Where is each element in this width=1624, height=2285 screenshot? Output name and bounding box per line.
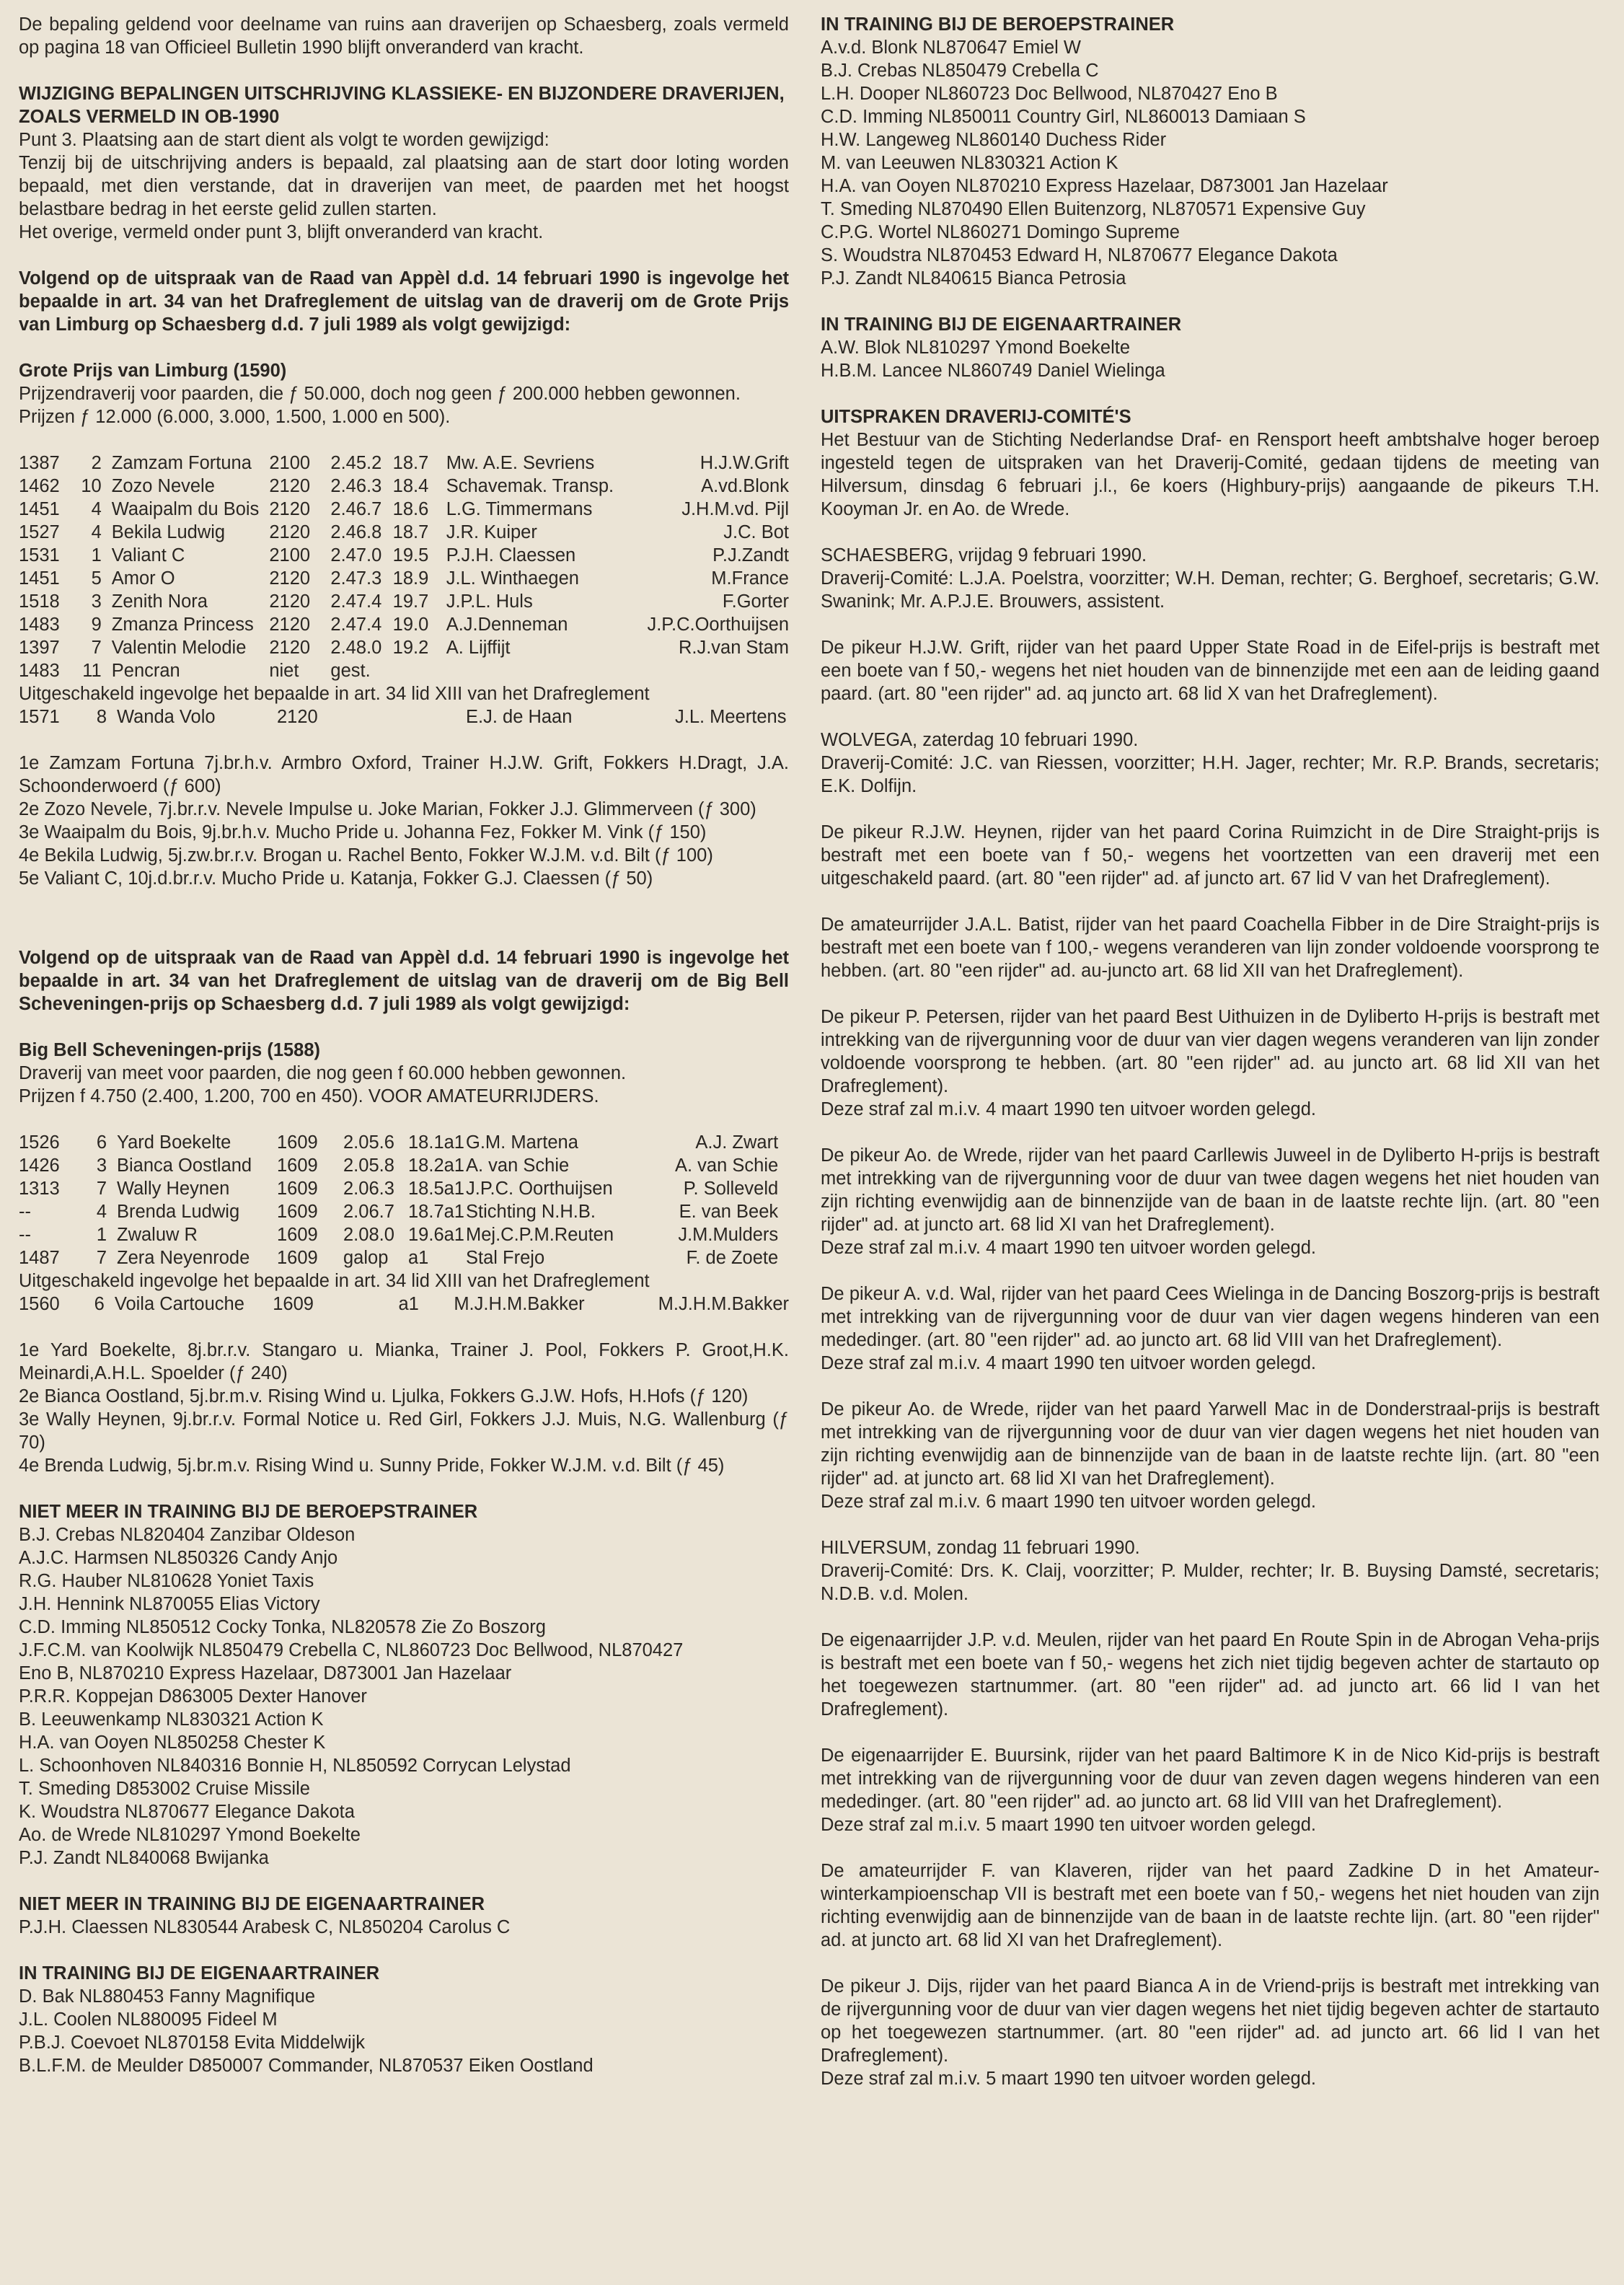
result-cell: J.C. Bot	[723, 522, 789, 542]
results-table-bigbell	[19, 1131, 778, 1269]
result-cell: Waaipalm du Bois	[111, 499, 260, 519]
result-cell: E.J. de Haan	[466, 707, 573, 727]
ruling-paragraph: De pikeur H.J.W. Grift, rijder van het paard Upper State Road in de Eifel-prijs is bestraft met een boete van f 50,- wegens het niet houden van de binnenzijde met een aan de leiding gaand paard. (art. 80 "een rijder" ad. aq juncto art. 68 lid X van het Drafreglement).	[821, 638, 1599, 704]
result-cell: Yard Boekelte	[117, 1132, 231, 1153]
result-cell: 1451	[19, 499, 60, 519]
result-row	[19, 613, 789, 636]
result-cell: 1487	[19, 1248, 60, 1268]
result-cell: Stal Frejo	[466, 1248, 545, 1268]
meeting-comite: Draverij-Comité: L.J.A. Poelstra, voorzitter; W.H. Deman, rechter; G. Berghoef, secretaris; G.W. Swanink; Mr. A.P.J.E. Brouwers, assistent.	[821, 568, 1599, 612]
list-item: H.A. van Ooyen NL850258 Chester K	[19, 1733, 326, 1753]
list-item: C.D. Imming NL850512 Cocky Tonka, NL820578 Zie Zo Boszorg	[19, 1617, 546, 1637]
section-heading: NIET MEER IN TRAINING BIJ DE EIGENAARTRAINER	[19, 1894, 485, 1914]
placing-entry: 4e Bekila Ludwig, 5j.zw.br.r.v. Brogan u. Rachel Bento, Fokker W.J.M. v.d. Bilt (ƒ 100)	[19, 845, 713, 866]
result-cell: 9	[91, 615, 102, 635]
result-cell: 2120	[269, 476, 311, 496]
result-cell: 7	[96, 1179, 107, 1199]
result-cell: 1526	[19, 1132, 60, 1153]
result-cell: Stichting N.H.B.	[466, 1202, 596, 1222]
result-cell: 1462	[19, 476, 60, 496]
result-cell: 1	[91, 545, 102, 565]
ruling-paragraph: De eigenaarrijder E. Buursink, rijder van het paard Baltimore K in de Nico Kid-prijs is bestraft met intrekking van de rijvergunning voor de duur van zeven dagen wegens hinderen van een mededinger. (art. 80 "een rijder" ad. ao juncto art. 68 lid VIII van het Drafreglement). Deze straf zal m.i.v. 5 maart 1990 ten uitvoer worden gelegd.	[821, 1745, 1599, 1835]
list-item: B. Leeuwenkamp NL830321 Action K	[19, 1709, 324, 1730]
result-cell: 4	[91, 522, 102, 542]
placing-entry: 4e Brenda Ludwig, 5j.br.m.v. Rising Wind u. Sunny Pride, Fokker W.J.M. v.d. Bilt (ƒ 45)	[19, 1456, 725, 1476]
result-cell: 2120	[269, 638, 311, 658]
trainer-list	[821, 36, 1599, 290]
result-cell: A.J. Zwart	[695, 1132, 779, 1153]
result-row	[19, 567, 789, 590]
list-item: P.R.R. Koppejan D863005 Dexter Hanover	[19, 1686, 367, 1707]
result-cell: 18.4	[392, 476, 429, 496]
result-row	[19, 1131, 778, 1154]
niet-eigenaar-section	[19, 1893, 789, 1939]
result-cell: 18.7	[392, 453, 429, 473]
result-cell: Voila Cartouche	[114, 1294, 244, 1314]
section-heading: NIET MEER IN TRAINING BIJ DE BEROEPSTRAINER	[19, 1502, 478, 1522]
result-cell: 1527	[19, 522, 60, 542]
placings-bigbell	[19, 1339, 789, 1477]
result-row	[19, 1177, 778, 1200]
result-cell: 2.08.0	[343, 1225, 394, 1245]
appeal-notice-bigbell: Volgend op de uitspraak van de Raad van Appèl d.d. 14 februari 1990 is ingevolge het bepaalde in art. 34 van het Drafreglement de uitslag van de draverij om de Big Bell Scheveningen-prijs op Schaesberg d.d. 7 juli 1989 als volgt gewijzigd:	[19, 948, 789, 1014]
rulings-list	[821, 636, 1599, 705]
result-cell: 1451	[19, 568, 60, 589]
wijziging-line: Het overige, vermeld onder punt 3, blijft onveranderd van kracht.	[19, 222, 544, 242]
result-cell: Zozo Nevele	[111, 476, 215, 496]
result-cell: M.France	[711, 568, 789, 589]
list-item: P.J.H. Claessen NL830544 Arabesk C, NL850204 Carolus C	[19, 1917, 511, 1937]
in-beroeps-section	[821, 13, 1599, 290]
result-cell: J.P.C. Oorthuijsen	[466, 1179, 613, 1199]
result-cell: J.P.C.Oorthuijsen	[647, 615, 789, 635]
result-cell: 2.06.3	[343, 1179, 394, 1199]
list-item: J.H. Hennink NL870055 Elias Victory	[19, 1594, 320, 1614]
result-cell: Amor O	[111, 568, 175, 589]
ruling-paragraph: De pikeur J. Dijs, rijder van het paard Bianca A in de Vriend-prijs is bestraft met intrekking van de rijvergunning voor de duur van vier dagen wegens het niet tijdig begeven achter de startauto op het toegewezen startnummer. (art. 80 "een rijder" ad. ad juncto art. 66 lid I van het Drafreglement). Deze straf zal m.i.v. 5 maart 1990 ten uitvoer worden gelegd.	[821, 1976, 1599, 2089]
result-cell: H.J.W.Grift	[700, 453, 789, 473]
list-item: L.H. Dooper NL860723 Doc Bellwood, NL870427 Eno B	[821, 84, 1278, 104]
result-cell: 2.47.4	[330, 615, 382, 635]
result-cell: Zmanza Princess	[111, 615, 254, 635]
in-eigenaar-section-right	[821, 313, 1599, 382]
niet-beroeps-section	[19, 1500, 789, 1870]
result-cell: Wally Heynen	[117, 1179, 230, 1199]
list-item: P.J. Zandt NL840615 Bianca Petrosia	[821, 268, 1126, 289]
wijziging-section	[19, 82, 789, 244]
result-cell: Brenda Ludwig	[117, 1202, 240, 1222]
result-row	[19, 544, 789, 567]
result-cell: Bekila Ludwig	[111, 522, 226, 542]
result-row	[19, 498, 789, 521]
list-item: T. Smeding NL870490 Ellen Buitenzorg, NL870571 Expensive Guy	[821, 199, 1366, 219]
result-cell: 2100	[269, 453, 311, 473]
result-cell: 1397	[19, 638, 60, 658]
result-row	[19, 1223, 778, 1246]
result-row	[19, 636, 789, 659]
result-cell: Valentin Melodie	[111, 638, 247, 658]
placing-entry: 1e Yard Boekelte, 8j.br.r.v. Stangaro u. Mianka, Trainer J. Pool, Fokkers P. Groot,H.K. Meinardi,A.H.L. Spoelder (ƒ 240)	[19, 1340, 789, 1383]
placing-entry: 3e Waaipalm du Bois, 9j.br.h.v. Mucho Pride u. Johanna Fez, Fokker M. Vink (ƒ 150)	[19, 822, 707, 842]
result-cell: 18.2a1	[408, 1155, 464, 1176]
list-item: H.A. van Ooyen NL870210 Express Hazelaar, D873001 Jan Hazelaar	[821, 176, 1388, 196]
placing-entry: 1e Zamzam Fortuna 7j.br.h.v. Armbro Oxford, Trainer H.J.W. Grift, Fokkers H.Dragt, J.A. Schoonderwoerd (ƒ 600)	[19, 753, 789, 796]
excluded-row	[19, 705, 786, 728]
result-cell: Schavemak. Transp.	[446, 476, 614, 496]
result-cell: A.J.Denneman	[446, 615, 568, 635]
result-cell: 2.05.6	[343, 1132, 394, 1153]
result-cell: 1313	[19, 1179, 60, 1199]
section-heading: IN TRAINING BIJ DE BEROEPSTRAINER	[821, 14, 1175, 35]
excluded-note-limburg: Uitgeschakeld ingevolge het bepaalde in art. 34 lid XIII van het Drafreglement	[19, 684, 650, 704]
result-cell	[647, 659, 789, 682]
wijziging-line: Punt 3. Plaatsing aan de start dient als volgt te worden gewijzigd:	[19, 130, 550, 150]
result-cell: 8	[96, 707, 107, 727]
list-item: D. Bak NL880453 Fanny Magnifique	[19, 1986, 316, 2007]
result-cell: R.J.van Stam	[678, 638, 789, 658]
result-cell: --	[19, 1202, 31, 1222]
result-cell: Zera Neyenrode	[117, 1248, 250, 1268]
result-cell: 2.45.2	[330, 453, 382, 473]
list-item: T. Smeding D853002 Cruise Missile	[19, 1779, 310, 1799]
result-cell: 2.46.8	[330, 522, 382, 542]
excluded-row	[19, 1293, 789, 1316]
result-cell: Zwaluw R	[117, 1225, 198, 1245]
result-cell: 2120	[269, 522, 311, 542]
result-cell: M.J.H.M.Bakker	[454, 1294, 585, 1314]
list-item: J.F.C.M. van Koolwijk NL850479 Crebella C, NL860723 Doc Bellwood, NL870427	[19, 1640, 684, 1660]
result-row	[19, 590, 789, 613]
uitspraken-section	[821, 405, 1599, 521]
list-item: Eno B, NL870210 Express Hazelaar, D873001 Jan Hazelaar	[19, 1663, 512, 1683]
result-cell: 1531	[19, 545, 60, 565]
result-cell: F. de Zoete	[686, 1248, 779, 1268]
result-cell: 2120	[269, 568, 311, 589]
result-cell: 2.47.4	[330, 591, 382, 612]
race-title-bigbell: Big Bell Scheveningen-prijs (1588)	[19, 1040, 321, 1060]
list-item: A.W. Blok NL810297 Ymond Boekelte	[821, 338, 1131, 358]
wijziging-heading: WIJZIGING BEPALINGEN UITSCHRIJVING KLASSIEKE- EN BIJZONDERE DRAVERIJEN, ZOALS VERMELD IN OB-1990	[19, 84, 785, 127]
meeting-title: HILVERSUM, zondag 11 februari 1990.	[821, 1538, 1140, 1558]
appeal-notice-limburg: Volgend op de uitspraak van de Raad van Appèl d.d. 14 februari 1990 is ingevolge het bepaalde in art. 34 van het Drafreglement de uitslag van de draverij om de Grote Prijs van Limburg op Schaesberg d.d. 7 juli 1989 als volgt gewijzigd:	[19, 268, 789, 335]
result-cell: 1483	[19, 661, 60, 681]
trainer-list	[821, 336, 1599, 382]
result-cell: 1609	[277, 1132, 318, 1153]
list-item: K. Woudstra NL870677 Elegance Dakota	[19, 1802, 355, 1822]
result-cell: 2120	[269, 615, 311, 635]
result-cell: Zamzam Fortuna	[111, 453, 252, 473]
list-item: Ao. de Wrede NL810297 Ymond Boekelte	[19, 1825, 361, 1845]
result-cell: 2.47.3	[330, 568, 382, 589]
ruling-paragraph: De pikeur Ao. de Wrede, rijder van het paard Carllewis Juweel in de Dyliberto H-prijs is bestraft met intrekking van de rijvergunning voor de duur van twee dagen wegens het niet houden van zijn richting evenwijdig aan de binnenzijde van de baan in de laatste rechte lijn. (art. 80 "een rijder" ad. at juncto art. 68 lid XI van het Drafreglement). Deze straf zal m.i.v. 4 maart 1990 ten uitvoer worden gelegd.	[821, 1145, 1599, 1258]
list-item: M. van Leeuwen NL830321 Action K	[821, 153, 1118, 173]
result-row	[19, 1246, 778, 1269]
result-cell: 2.46.7	[330, 499, 382, 519]
race-prizes-bigbell: Prijzen f 4.750 (2.400, 1.200, 700 en 450). VOOR AMATEURRIJDERS.	[19, 1086, 599, 1106]
rulings-list	[821, 821, 1599, 1513]
result-cell: M.J.H.M.Bakker	[658, 1294, 789, 1314]
result-cell: 3	[91, 591, 102, 612]
meeting-title: SCHAESBERG, vrijdag 9 februari 1990.	[821, 545, 1147, 565]
result-cell: 19.6a1	[408, 1225, 464, 1245]
result-cell	[393, 659, 446, 682]
section-heading: UITSPRAKEN DRAVERIJ-COMITÉ'S	[821, 407, 1131, 427]
result-cell: 7	[96, 1248, 107, 1268]
result-cell: 1609	[277, 1248, 318, 1268]
list-item: A.v.d. Blonk NL870647 Emiel W	[821, 38, 1081, 58]
meeting-schaesberg	[821, 544, 1599, 705]
result-row	[19, 659, 789, 682]
list-item: B.L.F.M. de Meulder D850007 Commander, NL870537 Eiken Oostland	[19, 2056, 593, 2076]
result-cell: 6	[94, 1294, 105, 1314]
result-cell: 1609	[277, 1179, 318, 1199]
result-cell: 2120	[269, 499, 311, 519]
result-cell: P. Solleveld	[683, 1179, 779, 1199]
result-cell: 18.5a1	[408, 1179, 464, 1199]
result-cell: a1	[408, 1248, 429, 1268]
result-cell: 19.2	[392, 638, 429, 658]
result-cell: gest.	[330, 661, 371, 681]
list-item: S. Woudstra NL870453 Edward H, NL870677 Elegance Dakota	[821, 245, 1338, 265]
result-cell: 2.46.3	[330, 476, 382, 496]
ruling-paragraph: De amateurrijder F. van Klaveren, rijder van het paard Zadkine D in het Amateur-winterkampioenschap VII is bestraft met een boete van f 50,- wegens het niet houden van zijn richting evenwijdig aan de binnenzijde van de baan in de laatste rechte lijn. (art. 80 "een rijder" ad. at juncto art. 68 lid XI van het Drafreglement).	[821, 1861, 1599, 1950]
result-cell: J.H.M.vd. Pijl	[681, 499, 789, 519]
result-cell: 1571	[19, 707, 60, 727]
result-cell: 4	[91, 499, 102, 519]
result-cell: --	[19, 1225, 31, 1245]
result-cell: J.L. Meertens	[675, 707, 787, 727]
meeting-hilversum	[821, 1536, 1599, 2090]
list-item: R.G. Hauber NL810628 Yoniet Taxis	[19, 1571, 314, 1591]
result-row	[19, 521, 789, 544]
result-cell: 18.7	[392, 522, 429, 542]
result-cell: 1609	[277, 1155, 318, 1176]
excluded-table-limburg	[19, 705, 786, 728]
result-cell: 2120	[277, 707, 318, 727]
result-cell: J.P.L. Huls	[446, 591, 533, 612]
result-cell	[343, 705, 408, 728]
result-cell: F.Gorter	[722, 591, 789, 612]
result-cell: E. van Beek	[679, 1202, 779, 1222]
result-cell: Mej.C.P.M.Reuten	[466, 1225, 614, 1245]
trainer-list	[19, 1985, 789, 2077]
result-cell: Mw. A.E. Sevriens	[446, 453, 595, 473]
result-cell: A.vd.Blonk	[701, 476, 789, 496]
result-cell: 1	[96, 1225, 107, 1245]
list-item: A.J.C. Harmsen NL850326 Candy Anjo	[19, 1548, 338, 1568]
result-cell: 18.7a1	[408, 1202, 464, 1222]
trainer-list	[19, 1523, 789, 1870]
result-cell: 2100	[269, 545, 311, 565]
result-cell: Valiant C	[111, 545, 185, 565]
result-cell: 2.05.8	[343, 1155, 394, 1176]
ruling-paragraph: De amateurrijder J.A.L. Batist, rijder van het paard Coachella Fibber in de Dire Straight-prijs is bestraft met een boete van f 100,- wegens veranderen van lijn zonder voldoende voorsprong te hebben. (art. 80 "een rijder" ad. au-juncto art. 68 lid XII van het Drafreglement).	[821, 915, 1599, 981]
result-cell: J.R. Kuiper	[446, 522, 537, 542]
ruling-paragraph: De pikeur Ao. de Wrede, rijder van het paard Yarwell Mac in de Donderstraal-prijs is bestraft met intrekking van de rijvergunning voor de duur van vier dagen wegens het niet houden van zijn richting evenwijdig aan de binnenzijde van de baan in de laatste rechte lijn. (art. 80 "een rijder" ad. at juncto art. 68 lid XI van het Drafreglement). Deze straf zal m.i.v. 6 maart 1990 ten uitvoer worden gelegd.	[821, 1399, 1599, 1512]
result-cell: 1518	[19, 591, 60, 612]
result-cell: 2	[91, 453, 102, 473]
uitspraken-intro: Het Bestuur van de Stichting Nederlandse Draf- en Rensport heeft ambtshalve hoger beroep ingesteld tegen de uitspraken van het Draverij-Comité, gedaan tijdens de meeting van Hilversum, dinsdag 6 februari j.l., 6e koers (Highbury-prijs) aangaande de pikeurs T.H. Kooyman Jr. en Ao. de Wrede.	[821, 430, 1599, 519]
result-cell	[337, 1293, 398, 1316]
list-item: B.J. Crebas NL850479 Crebella C	[821, 61, 1099, 81]
result-cell: 18.1a1	[408, 1132, 464, 1153]
meeting-comite: Draverij-Comité: J.C. van Riessen, voorzitter; H.H. Jager, rechter; Mr. R.P. Brands, secretaris; E.K. Dolfijn.	[821, 753, 1599, 796]
result-cell: 1387	[19, 453, 60, 473]
result-cell: 7	[91, 638, 102, 658]
result-cell: 1609	[273, 1294, 314, 1314]
list-item: H.W. Langeweg NL860140 Duchess Rider	[821, 130, 1167, 150]
list-item: C.P.G. Wortel NL860271 Domingo Supreme	[821, 222, 1180, 242]
result-cell: 18.9	[392, 568, 429, 589]
results-table-limburg	[19, 452, 789, 682]
result-cell: 2.48.0	[330, 638, 382, 658]
result-cell: 19.7	[392, 591, 429, 612]
excluded-table-bigbell	[19, 1293, 789, 1316]
result-cell	[446, 659, 648, 682]
meeting-wolvega	[821, 728, 1599, 1513]
result-cell: Zenith Nora	[111, 591, 208, 612]
result-cell: J.L. Winthaegen	[446, 568, 579, 589]
result-cell: 18.6	[392, 499, 429, 519]
result-row	[19, 452, 789, 475]
race-title-limburg: Grote Prijs van Limburg (1590)	[19, 361, 287, 381]
meeting-title: WOLVEGA, zaterdag 10 februari 1990.	[821, 730, 1139, 750]
result-cell: A. Lijffijt	[446, 638, 511, 658]
ruling-paragraph: De eigenaarrijder J.P. v.d. Meulen, rijder van het paard En Route Spin in de Abrogan Veha-prijs is bestraft met een boete van f 50,- wegens het zich niet tijdig begeven achter de startauto op het toegewezen startnummer. (art. 80 "een rijder" ad. ad juncto art. 66 lid I van het Drafreglement).	[821, 1630, 1599, 1720]
result-cell: 1483	[19, 615, 60, 635]
race-desc-limburg: Prijzendraverij voor paarden, die ƒ 50.000, doch nog geen ƒ 200.000 hebben gewonnen.	[19, 384, 741, 404]
placing-entry: 2e Zozo Nevele, 7j.br.r.v. Nevele Impulse u. Joke Marian, Fokker J.J. Glimmerveen (ƒ 300)	[19, 799, 756, 819]
list-item: P.J. Zandt NL840068 Bwijanka	[19, 1848, 269, 1868]
result-cell: galop	[343, 1248, 389, 1268]
result-cell: 4	[96, 1202, 107, 1222]
right-column	[821, 13, 1599, 2113]
ruling-paragraph: De pikeur A. v.d. Wal, rijder van het paard Cees Wielinga in de Dancing Boszorg-prijs is bestraft met intrekking van de rijvergunning voor de duur van vier dagen wegens hinderen van een mededinger. (art. 80 "een rijder" ad. ao juncto art. 68 lid VIII van het Drafreglement). Deze straf zal m.i.v. 4 maart 1990 ten uitvoer worden gelegd.	[821, 1284, 1599, 1373]
result-cell: 2.06.7	[343, 1202, 394, 1222]
result-cell: 19.0	[392, 615, 429, 635]
list-item: L. Schoonhoven NL840316 Bonnie H, NL850592 Corrycan Lelystad	[19, 1756, 571, 1776]
in-eigenaar-section-left	[19, 1962, 789, 2077]
excluded-note-bigbell: Uitgeschakeld ingevolge het bepaalde in art. 34 lid XIII van het Drafreglement	[19, 1271, 650, 1291]
result-cell	[408, 705, 466, 728]
section-heading: IN TRAINING BIJ DE EIGENAARTRAINER	[19, 1963, 380, 1984]
race-prizes-limburg: Prijzen ƒ 12.000 (6.000, 3.000, 1.500, 1.000 en 500).	[19, 407, 451, 427]
list-item: H.B.M. Lancee NL860749 Daniel Wielinga	[821, 361, 1165, 381]
result-cell: P.J.H. Claessen	[446, 545, 576, 565]
list-item: P.B.J. Coevoet NL870158 Evita Middelwijk	[19, 2033, 366, 2053]
result-cell: 2.47.0	[330, 545, 382, 565]
result-cell: a1	[398, 1294, 419, 1314]
ruling-paragraph: De pikeur R.J.W. Heynen, rijder van het paard Corina Ruimzicht in de Dire Straight-prijs is bestraft met een boete van f 50,- wegens het voortzetten van een draverij met een uitgeschakeld paard. (art. 80 "een rijder" ad. af juncto art. 67 lid V van het Drafreglement).	[821, 822, 1599, 889]
result-cell: 2120	[269, 591, 311, 612]
list-item: B.J. Crebas NL820404 Zanzibar Oldeson	[19, 1525, 356, 1545]
placing-entry: 2e Bianca Oostland, 5j.br.m.v. Rising Wind u. Ljulka, Fokkers G.J.W. Hofs, H.Hofs (ƒ 120)	[19, 1386, 749, 1406]
result-cell: J.M.Mulders	[678, 1225, 779, 1245]
rulings-list	[821, 1629, 1599, 2090]
result-cell: 10	[81, 476, 102, 496]
list-item: C.D. Imming NL850011 Country Girl, NL860013 Damiaan S	[821, 107, 1306, 127]
result-cell: P.J.Zandt	[712, 545, 789, 565]
placing-entry: 5e Valiant C, 10j.d.br.r.v. Mucho Pride u. Katanja, Fokker G.J. Claessen (ƒ 50)	[19, 868, 653, 889]
placings-limburg	[19, 752, 789, 890]
result-row	[19, 1154, 778, 1177]
result-cell: 5	[91, 568, 102, 589]
intro-paragraph: De bepaling geldend voor deelname van ruins aan draverijen op Schaesberg, zoals vermeld op pagina 18 van Officieel Bulletin 1990 blijft onveranderd van kracht.	[19, 14, 789, 58]
result-cell: 3	[96, 1155, 107, 1176]
result-cell: Bianca Oostland	[117, 1155, 252, 1176]
result-cell: Pencran	[111, 661, 180, 681]
result-cell: L.G. Timmermans	[446, 499, 593, 519]
trainer-list	[19, 1916, 789, 1939]
race-desc-bigbell: Draverij van meet voor paarden, die nog geen f 60.000 hebben gewonnen.	[19, 1063, 627, 1083]
placing-entry: 3e Wally Heynen, 9j.br.r.v. Formal Notice u. Red Girl, Fokkers J.J. Muis, N.G. Wallenburg (ƒ 70)	[19, 1409, 789, 1453]
list-item: J.L. Coolen NL880095 Fideel M	[19, 2009, 278, 2030]
meeting-comite: Draverij-Comité: Drs. K. Claij, voorzitter; P. Mulder, rechter; Ir. B. Buysing Damsté, secretaris; N.D.B. v.d. Molen.	[821, 1561, 1599, 1604]
result-cell: Wanda Volo	[117, 707, 216, 727]
result-cell: 1609	[277, 1225, 318, 1245]
result-row	[19, 1200, 778, 1223]
section-heading: IN TRAINING BIJ DE EIGENAARTRAINER	[821, 314, 1182, 335]
result-cell: 11	[82, 661, 102, 681]
result-cell: A. van Schie	[466, 1155, 570, 1176]
result-cell: 1609	[277, 1202, 318, 1222]
ruling-paragraph: De pikeur P. Petersen, rijder van het paard Best Uithuizen in de Dyliberto H-prijs is bestraft met intrekking van de rijvergunning voor de duur van vier dagen wegens veranderen van lijn zonder voldoende voorsprong te hebben. (art. 80 "een rijder" ad. au juncto art. 68 lid XII van het Drafreglement). Deze straf zal m.i.v. 4 maart 1990 ten uitvoer worden gelegd.	[821, 1007, 1599, 1119]
result-cell: niet	[269, 661, 299, 681]
result-cell: 6	[96, 1132, 107, 1153]
wijziging-line: Tenzij bij de uitschrijving anders is bepaald, zal plaatsing aan de start door loting worden bepaald, met dien verstande, dat in draverijen van meet, de paarden met het hoogst belastbare bedrag in het eerste gelid zullen starten.	[19, 153, 789, 219]
result-cell: 1560	[19, 1294, 60, 1314]
left-column	[19, 13, 789, 2077]
result-row	[19, 475, 789, 498]
result-cell: 19.5	[392, 545, 429, 565]
result-cell: A. van Schie	[675, 1155, 779, 1176]
result-cell: 1426	[19, 1155, 60, 1176]
result-cell: G.M. Martena	[466, 1132, 578, 1153]
